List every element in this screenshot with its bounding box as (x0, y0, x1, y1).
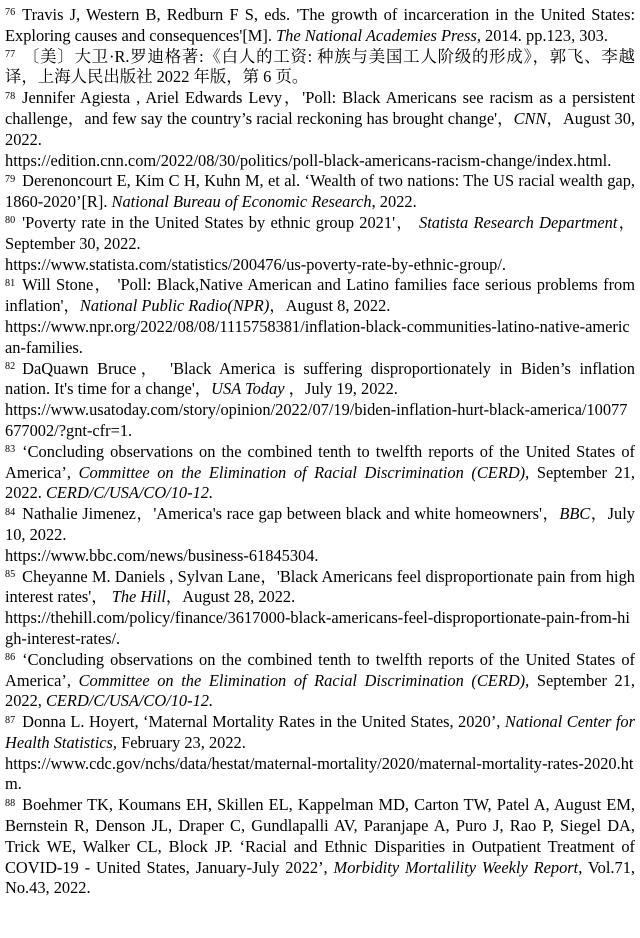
footnote-source-name: National Bureau of Economic Research (111, 192, 372, 212)
footnote-text: 'Poverty rate in the United States by ethnic group 2021'， (22, 212, 420, 232)
footnote-source-name: The National Academies Press (276, 25, 477, 45)
footnote-number: 83 (5, 444, 16, 456)
footnote-text: 〔美〕大卫·R.罗迪格著:《白人的工资: 种族与美国工人阶级的形成》，郭飞、李越译，上海人民出版社 2022 年版，第 6 页。 (5, 46, 635, 87)
footnote-text: , 2022. (371, 192, 417, 212)
footnote-number: 76 (5, 7, 16, 19)
footnote-text: Derenoncourt E, Kim C H, Kuhn M, et al. ‘Wealth of two nations: The US racial wealth gap, 1860-2020’[R]. (5, 171, 635, 212)
footnote-text: Travis J, Western B, Redburn F S, eds. 'The growth of incarceration in the United States: Exploring causes and consequences'[M]. (5, 5, 635, 45)
footnote-source-name: Committee on the Elimination of Racial Discrimination (CERD), (78, 670, 530, 690)
footnote-number: 81 (5, 277, 16, 289)
footnote-text: ，July 10, 2022. (5, 504, 636, 544)
footnote-83 (5, 442, 635, 504)
footnote-87 (5, 712, 635, 795)
footnote-number: 77 (5, 49, 16, 61)
footnote-78 (5, 88, 635, 171)
footnote-text: Donna L. Hoyert, ‘Maternal Mortality Rates in the United States, 2020’, (22, 712, 505, 732)
footnote-number: 86 (5, 652, 16, 664)
footnote-number: 80 (5, 215, 16, 227)
footnote-text: Nathalie Jimenez，'America's race gap between black and white homeowners'， (22, 504, 560, 524)
footnote-82 (5, 359, 635, 442)
footnote-text: ，July 19, 2022. (284, 379, 398, 399)
footnote-text: , Vol.71, No.43, 2022. (5, 857, 635, 898)
footnote-text: Jennifer Agiesta , Ariel Edwards Levy，'Poll: Black Americans see racism as a persistent challenge，and few say the country’s racial reckoning has brought change'， (5, 88, 635, 128)
footnote-text: ‘Concluding observations on the combined tenth to twelfth reports of the United States of America’, (5, 649, 635, 690)
footnote-text: ，August 28, 2022. (165, 587, 296, 607)
footnote-number: 88 (5, 797, 16, 809)
footnote-text: DaQuawn Bruce， 'Black America is suffering disproportionately in Biden’s inflation nation. It's time for a change'， (5, 358, 635, 399)
footnote-source-name: CNN (513, 108, 547, 128)
footnote-source-name: Statista Research Department (419, 212, 618, 232)
footnote-text: September 21, 2022. (5, 462, 636, 503)
footnote-text: ，August 30, 2022. (5, 108, 635, 149)
footnote-source-name: The Hill (111, 587, 166, 607)
footnote-text: February 23, 2022. (117, 732, 246, 752)
footnote-88 (5, 795, 635, 899)
footnote-number: 78 (5, 90, 16, 102)
footnote-86 (5, 650, 635, 712)
footnote-number: 79 (5, 173, 16, 185)
footnote-text: Boehmer TK, Koumans EH, Skillen EL, Kappelman MD, Carton TW, Patel A, August EM, Bernstein R, Denson JL, Draper C, Gundlapalli AV, Paranjape A, Puro J, Rao P, Siegel DA, Trick WE, Walker CL, Block JP. ‘Racial and Ethnic Disparities in Outpatient Treatment of COVID-19 - United States, January-July 2022’, (5, 795, 635, 877)
footnote-url: https://www.statista.com/statistics/200476/us-poverty-rate-by-ethnic-group/. (5, 254, 507, 274)
footnote-76 (5, 5, 635, 47)
footnote-text: , 2014. pp.123, 303. (476, 25, 608, 45)
footnote-79 (5, 171, 635, 213)
footnote-text: September 21, 2022, (5, 670, 636, 711)
footnote-source-name: Committee on the Elimination of Racial Discrimination (CERD), (78, 462, 530, 482)
footnote-text: Cheyanne M. Daniels , Sylvan Lane，'Black Americans feel disproportionate pain from high interest rates'， (5, 566, 635, 607)
footnote-url: https://www.bbc.com/news/business-61845304. (5, 545, 319, 565)
footnote-number: 85 (5, 568, 16, 580)
footnote-url: https://www.usatoday.com/story/opinion/2022/07/19/biden-inflation-hurt-black-america/10077677002/?gnt-cfr=1. (5, 400, 628, 440)
footnote-text: ，September 30, 2022. (5, 212, 635, 253)
footnote-text: ，August 8, 2022. (269, 296, 391, 316)
footnote-text: ‘Concluding observations on the combined tenth to twelfth reports of the United States of America’, (5, 441, 635, 482)
footnote-number: 87 (5, 714, 16, 726)
footnote-source-name: National Public Radio(NPR) (79, 296, 270, 316)
footnote-url: https://thehill.com/policy/finance/3617000-black-americans-feel-disproportionate-pain-from-high-interest-rates/. (5, 608, 630, 648)
footnote-source-name: Morbidity Mortalility Weekly Report (333, 857, 579, 877)
footnote-source-name: BBC (559, 504, 591, 524)
footnote-source-name: CERD/C/USA/CO/10-12. (45, 691, 214, 711)
footnote-url: https://www.npr.org/2022/08/08/1115758381/inflation-black-communities-latino-native-american-families. (5, 316, 630, 357)
footnote-url: https://www.cdc.gov/nchs/data/hestat/maternal-mortality/2020/maternal-mortality-rates-2020.htm. (5, 753, 634, 794)
footnote-80 (5, 213, 635, 275)
footnote-77 (5, 47, 635, 89)
footnote-source-name: CERD/C/USA/CO/10-12. (45, 483, 214, 503)
footnote-84 (5, 504, 635, 566)
footnote-list (5, 5, 635, 899)
footnote-source-name: National Center for Health Statistics, (5, 712, 635, 752)
footnote-85 (5, 567, 635, 650)
footnote-81 (5, 275, 635, 358)
footnote-number: 82 (5, 360, 16, 372)
footnote-source-name: USA Today (211, 379, 285, 399)
footnote-text: Will Stone， 'Poll: Black,Native American and Latino families face serious problems from inflation'， (5, 275, 635, 316)
footnote-number: 84 (5, 506, 16, 518)
footnote-url: https://edition.cnn.com/2022/08/30/politics/poll-black-americans-racism-change/index.html. (5, 150, 612, 170)
